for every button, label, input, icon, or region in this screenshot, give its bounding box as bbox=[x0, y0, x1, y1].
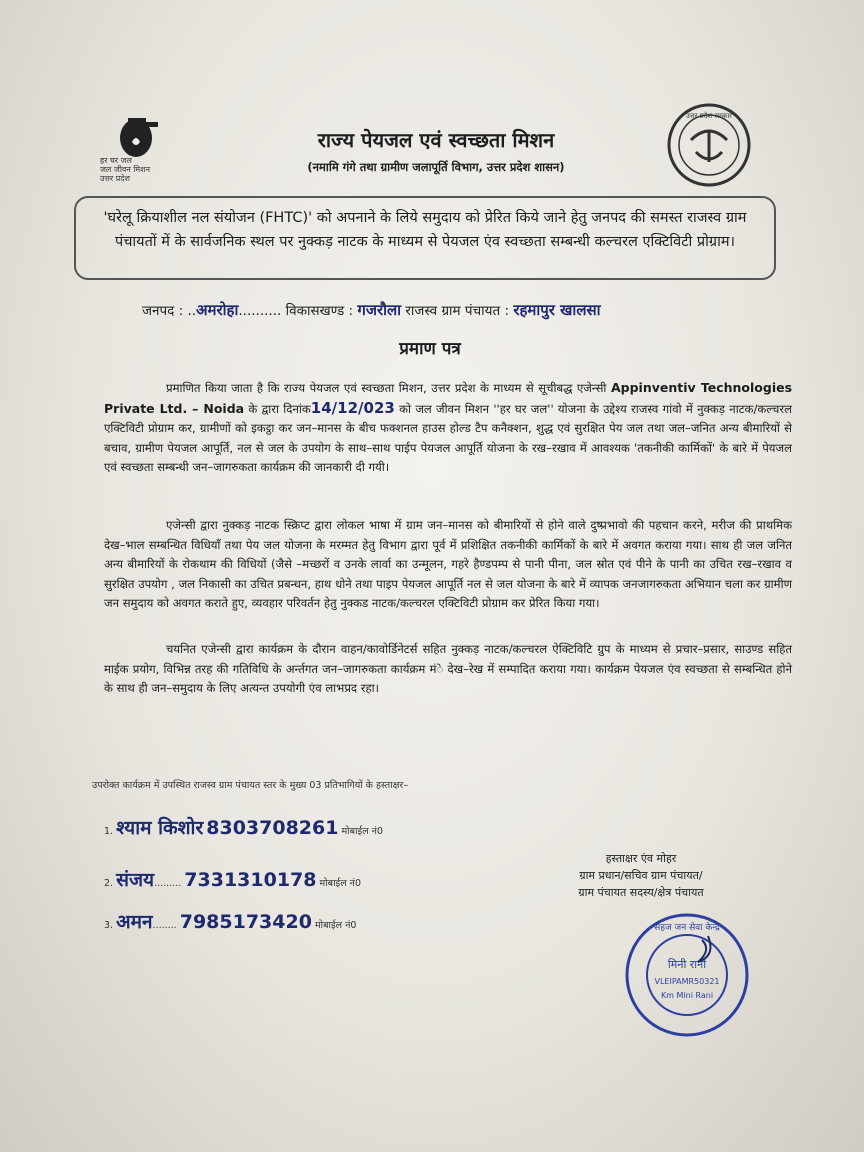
emblem-text: उत्तर प्रदेश सरकार bbox=[685, 112, 733, 120]
panchayat-value: रहमापुर खालसा bbox=[513, 301, 601, 319]
stamp-code: VLEIPAMR50321 bbox=[654, 977, 720, 986]
participant-name: श्याम किशोर bbox=[116, 817, 204, 839]
participants-intro: उपरोक्त कार्यक्रम में उपस्थित राजस्व ग्राम पंचायत स्तर के मुख्य 03 प्रतिभागियों के हस्ताक्षर– bbox=[92, 780, 409, 791]
participant-mobile: 8303708261 bbox=[206, 817, 339, 839]
page-subtitle: (नमामि गंगे तथा ग्रामीण जलापूर्ति विभाग, उत्तर प्रदेश शासन) bbox=[307, 160, 565, 174]
participant-name: संजय bbox=[116, 869, 155, 891]
participant-mobile: 7331310178 bbox=[184, 869, 317, 891]
participant-row: 1. श्याम किशोर 8303708261 मोबाईल नं0 bbox=[104, 817, 383, 839]
location-fields: जनपद : ..अमरोहा.......... विकासखण्ड : गजरौला राजस्व ग्राम पंचायत : रहमापुर खालसा bbox=[142, 301, 601, 319]
page-title: राज्य पेयजल एवं स्वच्छता मिशन bbox=[317, 128, 555, 152]
stamp-name: मिनी रानी bbox=[667, 958, 707, 971]
vikaskhand-label: विकासखण्ड : bbox=[285, 303, 354, 319]
stamp-ring-text: सहज जन सेवा केन्द्र bbox=[654, 923, 720, 933]
certificate-heading: प्रमाण पत्र bbox=[399, 339, 461, 359]
program-date: 14/12/023 bbox=[310, 398, 395, 417]
p1-body: को जल जीवन मिशन ''हर घर जल'' योजना के उद्देश्य राजस्व गांवो में नुक्कड़ नाटक/कल्चरल एक्टिविटी प्रोग्राम कर, ग्रामीणों को इकट्ठा कर जन–मानस के बीच फक्शनल हाउस होल्ड टैप कनैक्शन, शुद्ध एवं सुरक्षित पेय जल तथा जल–जनित अन्य बीमारियों से बचाव, ग्रामीण पेयजल आपूर्ति, नल से जल के उपयोग के साथ–साथ पाईप पेयजल आपूर्ति योजना के रख–रखाव में आवश्यक 'तकनीकी कार्मिकों' के बारे में पेयजल एवं स्वच्छता सम्बन्धी जन–जागरुकता कार्यक्रम की जानकारी दी गयी। bbox=[104, 401, 793, 474]
vikaskhand-value: गजरौला bbox=[357, 301, 402, 319]
participant-row: 2. संजय......... 7331310178 मोबाईल नं0 bbox=[104, 869, 361, 891]
mobile-label: मोबाईल नं0 bbox=[341, 826, 383, 837]
program-banner: 'घरेलू क्रियाशील नल संयोजन (FHTC)' को अपनाने के लिये समुदाय को प्रेरित किये जाने हेतु जनपद की समस्त राजस्व ग्राम पंचायतों में के सार्वजनिक स्थल पर नुक्कड़ नाटक के माध्यम से पेयजल एंव स्वच्छता सम्बन्धी कल्चरल एक्टिविटी प्रोग्राम। bbox=[74, 196, 776, 280]
janpad-value: अमरोहा bbox=[196, 301, 239, 319]
p1-date-label: के द्वारा दिनांक bbox=[248, 401, 311, 416]
janpad-label: जनपद : bbox=[142, 303, 184, 319]
agency-name: Appinventiv Technologies Private Ltd. – Noida bbox=[104, 380, 793, 416]
paragraph-3: चयनित एजेन्सी द्वारा कार्यक्रम के दौरान वाहन/कावोर्डिनेटर्स सहित नुक्कड़ नाटक/कल्चरल ऐक्टिविटि ग्रुप के माध्यम से प्रचार–प्रसार, साउण्ड सहित माईक प्रयोग, विभिन्न तरह की गतिविधि के अर्न्तगत जन–जागरुकता कार्यक्रम मंे देख–रेख में सम्पादित कराया गया। कार्यक्रम पेयजल एंव स्वच्छता से सम्बन्धित होने के साथ ही जन–समुदाय के लिए अत्यन्त उपयोगी एंव लाभप्रद रहा। bbox=[104, 642, 792, 695]
participant-row: 3. अमन........ 7985173420 मोबाईल नं0 bbox=[104, 911, 357, 933]
mobile-label: मोबाईल नं0 bbox=[314, 920, 357, 931]
stamp-footer: Km Mini Rani bbox=[660, 991, 714, 1000]
panchayat-label: राजस्व ग्राम पंचायत : bbox=[405, 303, 510, 319]
official-stamp-icon bbox=[622, 910, 752, 1040]
paragraph-2: एजेन्सी द्वारा नुक्कड़ नाटक स्क्रिप्ट द्वारा लोकल भाषा में ग्राम जन–मानस को बीमारियों से होने वाले दुष्प्रभावो की पहचान करने, मरीज की प्राथमिक देख–भाल सम्बन्धित विधियाँ तथा पेय जल योजना के मरम्मत हेतु विभाग द्वारा पूर्व में प्रशिक्षित तकनीकी कार्मिकों के बारे में अवगत कराया गया। साथ ही जल जनित अन्य बीमारियों के रोकथाम की विधियों (जैसे –मच्छरों व उनके लार्वा का उन्मूलन, गहरे हैण्डपम्प से पानी पीना, जल स्रोत एवं पीने के पानी का उचित रख–रखाव व सुरक्षित उपयोग , जल निकासी का उचित प्रबन्धन, हाथ धोने तथा पाइप पेयजल आपूर्ति नल से जल योजना के बारे में व्यापक जनजागरुकता अभियान चला कर ग्रामीण जन समुदाय को अवगत कराते हुए, व्यवहार परिवर्तन हेतु नुक्कड नाटक/कल्चरल एक्टिविटी प्रोग्राम कर प्रेरित किया गया। bbox=[104, 518, 792, 610]
logo-caption: हर घर जल जल जीवन मिशन उत्तर प्रदेश bbox=[100, 156, 151, 183]
paragraph-1 bbox=[104, 378, 792, 478]
participant-mobile: 7985173420 bbox=[179, 911, 312, 933]
p1-intro: प्रमाणित किया जाता है कि राज्य पेयजल एवं स्वच्छता मिशन, उत्तर प्रदेश के माध्यम से सूचीबद्ध एजेन्सी bbox=[166, 381, 607, 395]
signature-block: हस्ताक्षर एंव मोहर ग्राम प्रधान/सचिव ग्राम पंचायत/ ग्राम पंचायत सदस्य/क्षेत्र पंचायत bbox=[578, 852, 704, 899]
mobile-label: मोबाईल नं0 bbox=[319, 878, 361, 889]
up-government-emblem-icon bbox=[666, 102, 752, 188]
participant-name: अमन bbox=[116, 911, 153, 933]
